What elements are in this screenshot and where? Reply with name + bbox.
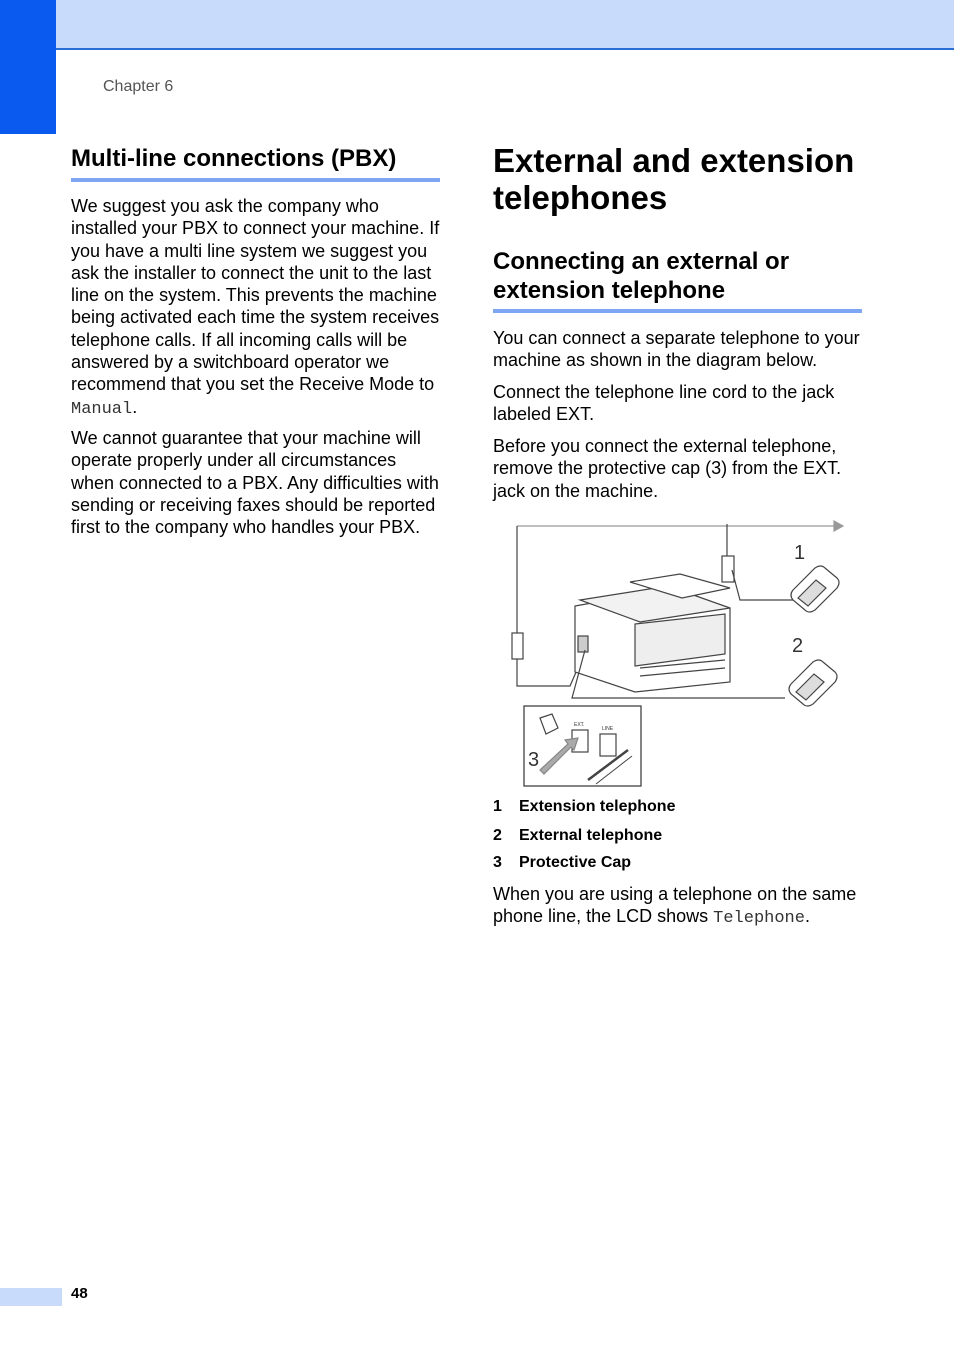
legend-label: Protective Cap [519, 854, 632, 871]
manual-mode-code: Manual [71, 399, 133, 419]
legend-label: External telephone [519, 827, 663, 844]
connecting-heading: Connecting an external or extension telephone [493, 248, 790, 304]
connect-paragraph-2: Connect the telephone line cord to the jack labeled EXT. [493, 382, 835, 425]
page-number: 48 [71, 1285, 88, 1302]
lcd-paragraph-text: When you are using a telephone on the same phone line, the LCD shows [493, 884, 857, 927]
extension-cord [732, 570, 795, 600]
connect-paragraph-1: You can connect a separate telephone to your machine as shown in the diagram below. [493, 328, 860, 371]
connect-paragraph-3: Before you connect the external telephone, remove the protective cap (3) from the EXT. jack on the machine. [493, 436, 842, 501]
diagram-label-3: 3 [528, 749, 540, 771]
wall-cord [517, 526, 580, 686]
telephone-code: Telephone [713, 909, 805, 929]
legend-label: Extension telephone [519, 798, 676, 815]
pbx-heading-rule [71, 178, 440, 182]
legend-number: 2 [493, 827, 502, 844]
ext-jack-label: EXT. [574, 722, 585, 728]
connecting-heading-rule [493, 309, 862, 313]
connection-diagram [510, 518, 850, 790]
pbx-paragraph-1-end: . [132, 396, 138, 417]
machine-icon [575, 574, 730, 692]
legend-item [493, 854, 631, 872]
page-title: External and extension telephones [493, 142, 855, 216]
diagram-label-2: 2 [792, 635, 804, 657]
header-band [0, 0, 954, 50]
page-number-band [0, 1288, 62, 1306]
legend-number: 1 [493, 798, 502, 815]
pbx-paragraph-1 [71, 195, 443, 421]
external-phone-icon [789, 660, 837, 706]
line-jack-label: LINE [602, 726, 614, 732]
line-arrow-icon [834, 521, 843, 531]
pbx-heading: Multi-line connections (PBX) [71, 145, 397, 172]
extension-phone-icon [791, 566, 839, 612]
chapter-tab [0, 0, 56, 134]
pbx-paragraph-2: We cannot guarantee that your machine will operate properly under all circumstances when connected to a PBX. Any difficulties with sending or receiving faxes should be reported first to the company who handles your PBX. [71, 428, 439, 538]
line-jack [600, 734, 616, 756]
legend-item [493, 798, 675, 816]
legend-number: 3 [493, 854, 502, 871]
diagram-label-1: 1 [794, 542, 806, 564]
chapter-label: Chapter 6 [103, 78, 174, 95]
lcd-paragraph-end: . [804, 906, 810, 927]
lcd-paragraph [493, 883, 868, 931]
legend-item [493, 827, 662, 845]
pbx-paragraph-1-text: We suggest you ask the company who installed your PBX to connect your machine. If you have a multi line system we suggest you ask the installer to connect the unit to the last line on the system. This prevents the machine being activated each time the system receives telephone calls. If all incoming calls will be answered by a switchboard operator we recommend that you set the Receive Mode to [71, 196, 440, 395]
wall-jack-left [512, 633, 523, 659]
wall-jack-top [722, 556, 734, 582]
